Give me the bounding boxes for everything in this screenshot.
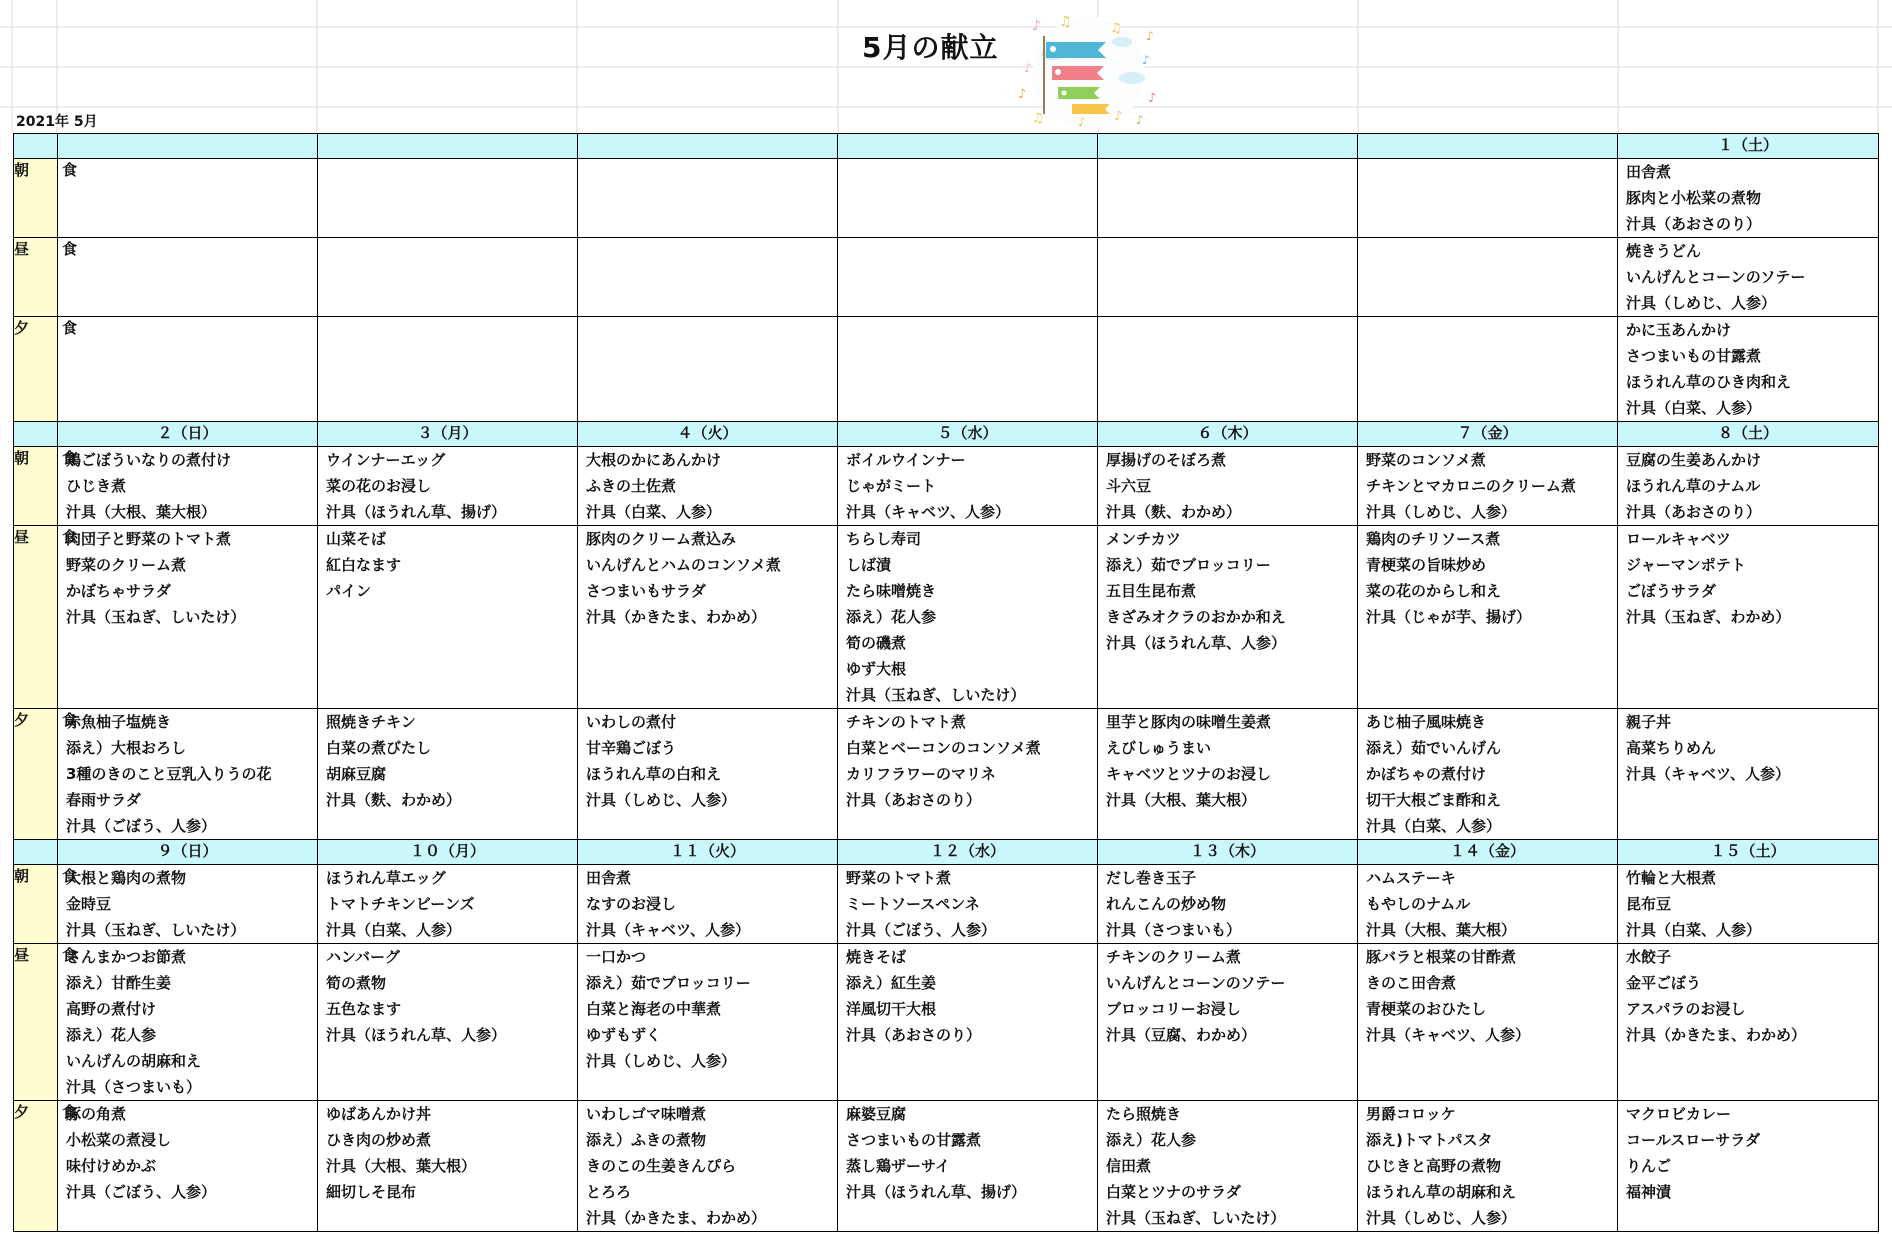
dish-item: 青梗菜のおひたし xyxy=(1366,1000,1487,1018)
svg-text:♪: ♪ xyxy=(1024,61,1032,75)
breakfast-row xyxy=(14,865,1879,944)
menu-cell[interactable] xyxy=(838,526,1098,709)
dish-item: マクロビカレー xyxy=(1626,1105,1732,1123)
menu-cell[interactable] xyxy=(58,159,318,238)
dish-item: 田舎煮 xyxy=(586,869,632,887)
dish-item: アスパラのお浸し xyxy=(1626,1000,1746,1018)
svg-text:♪: ♪ xyxy=(1114,109,1123,124)
meal-label-lunch: 昼 食 xyxy=(14,238,58,317)
dish-item: 汁具（しめじ、人参） xyxy=(586,1052,737,1070)
dish-item: チキンとマカロニのクリーム煮 xyxy=(1366,477,1576,495)
dish-item: 汁具（かきたま、わかめ） xyxy=(1626,1026,1807,1044)
day-header xyxy=(1098,134,1358,159)
meal-label-lunch: 昼 食 xyxy=(14,526,58,709)
menu-cell[interactable] xyxy=(1618,159,1879,238)
menu-cell[interactable] xyxy=(1098,238,1358,317)
svg-text:♫: ♫ xyxy=(1059,14,1072,30)
month-label: 2021年 5月 xyxy=(16,114,98,130)
dish-item: ゆばあんかけ丼 xyxy=(326,1105,432,1123)
day-header xyxy=(578,134,838,159)
dish-item: 汁具（あおさのり） xyxy=(1626,215,1762,233)
menu-cell[interactable] xyxy=(58,709,318,840)
dish-item: 味付けめかぶ xyxy=(66,1157,157,1175)
dish-item: 汁具（ごぼう、人参） xyxy=(846,921,997,939)
dish-item: 小松菜の煮浸し xyxy=(66,1131,172,1149)
dish-item: メンチカツ xyxy=(1106,530,1181,548)
meal-label-dinner: 夕 食 xyxy=(14,317,58,422)
dish-item: 水餃子 xyxy=(1626,948,1672,966)
dish-item: 汁具（しめじ、人参） xyxy=(1626,294,1777,312)
dish-item: しば漬 xyxy=(846,556,892,574)
dish-item: 添え）茹でブロッコリー xyxy=(586,974,751,992)
dish-item: 汁具（白菜、人参） xyxy=(326,921,462,939)
dish-item: 汁具（大根、葉大根） xyxy=(1366,921,1517,939)
dish-item: ゆず大根 xyxy=(846,660,907,678)
menu-cell[interactable] xyxy=(1098,865,1358,944)
svg-text:♪: ♪ xyxy=(1018,87,1027,102)
svg-text:♪: ♪ xyxy=(1146,29,1154,43)
dish-item: 赤魚柚子塩焼き xyxy=(66,713,172,731)
dish-item: いんげんの胡麻和え xyxy=(66,1052,202,1070)
dish-item: 汁具（ごぼう、人参） xyxy=(66,1183,217,1201)
dish-item: 汁具（白菜、人参） xyxy=(586,503,722,521)
dish-item: 汁具（ほうれん草、人参） xyxy=(1106,634,1287,652)
menu-cell[interactable] xyxy=(1618,238,1879,317)
dish-item: とろろ xyxy=(586,1183,632,1201)
dish-item: ふきの土佐煮 xyxy=(586,477,677,495)
dish-item: 菜の花のお浸し xyxy=(326,477,432,495)
dish-item: さつまいもサラダ xyxy=(586,582,706,600)
day-header: １（土） xyxy=(1618,134,1879,159)
dish-item: さつまいもの甘露煮 xyxy=(846,1131,982,1149)
menu-cell[interactable] xyxy=(838,159,1098,238)
dish-item: ほうれん草エッグ xyxy=(326,869,446,887)
header-corner-cell xyxy=(14,422,58,447)
dish-item: 田舎煮 xyxy=(1626,163,1672,181)
dish-item: 汁具（さつまいも） xyxy=(66,1078,202,1096)
menu-cell[interactable] xyxy=(1618,865,1879,944)
dish-item: いわしゴマ味噌煮 xyxy=(586,1105,707,1123)
menu-body xyxy=(14,134,1879,1232)
dish-item: ひき肉の炒め煮 xyxy=(326,1131,432,1149)
menu-cell[interactable] xyxy=(578,238,838,317)
dish-item: ゆずもずく xyxy=(586,1026,662,1044)
dish-item: 野菜のコンソメ煮 xyxy=(1366,451,1486,469)
breakfast-row xyxy=(14,159,1879,238)
day-header: １４（金） xyxy=(1358,840,1618,865)
menu-cell[interactable] xyxy=(838,709,1098,840)
breakfast-row xyxy=(14,447,1879,526)
dish-item: 汁具（大根、葉大根） xyxy=(326,1157,477,1175)
dish-item: 汁具（かきたま、わかめ） xyxy=(586,1209,767,1227)
dish-item: 汁具（麩、わかめ） xyxy=(326,791,462,809)
day-header: ２（日） xyxy=(58,422,318,447)
header-corner-cell xyxy=(14,840,58,865)
dinner-row xyxy=(14,1101,1879,1232)
menu-cell[interactable] xyxy=(1358,944,1618,1101)
menu-cell[interactable] xyxy=(578,709,838,840)
dish-item: チキンのトマト煮 xyxy=(846,713,966,731)
dish-item: 汁具（キャベツ、人参） xyxy=(846,503,1010,521)
svg-text:♪: ♪ xyxy=(1136,113,1144,127)
week-header-row xyxy=(14,840,1879,865)
dish-item: 汁具（ごぼう、人参） xyxy=(66,817,217,835)
menu-cell[interactable] xyxy=(318,944,578,1101)
dish-item: 男爵コロッケ xyxy=(1366,1105,1456,1123)
menu-cell[interactable] xyxy=(58,865,318,944)
dish-item: 汁具（大根、葉大根） xyxy=(1106,791,1257,809)
day-header: １３（木） xyxy=(1098,840,1358,865)
dish-item: 汁具（さつまいも） xyxy=(1106,921,1242,939)
menu-cell[interactable] xyxy=(838,865,1098,944)
menu-cell[interactable] xyxy=(1358,526,1618,709)
day-header: １０（月） xyxy=(318,840,578,865)
dish-item: 青梗菜の旨味炒め xyxy=(1366,556,1487,574)
dish-item: ほうれん草のナムル xyxy=(1626,477,1761,495)
dish-item: 高野の煮付け xyxy=(66,1000,157,1018)
menu-table xyxy=(13,133,1879,1232)
menu-cell[interactable] xyxy=(318,238,578,317)
dish-item: 福神漬 xyxy=(1626,1183,1672,1201)
dish-item: 汁具（キャベツ、人参） xyxy=(586,921,750,939)
dish-item: 鶏肉のチリソース煮 xyxy=(1366,530,1501,548)
svg-text:♫: ♫ xyxy=(1032,111,1044,126)
menu-cell[interactable] xyxy=(318,526,578,709)
dish-item: なすのお浸し xyxy=(586,895,677,913)
dish-item: カリフラワーのマリネ xyxy=(846,765,996,783)
dish-item: 汁具（玉ねぎ、しいたけ） xyxy=(1106,1209,1286,1227)
menu-cell[interactable] xyxy=(1358,1101,1618,1232)
dish-item: ロールキャベツ xyxy=(1626,530,1731,548)
day-header: ９（日） xyxy=(58,840,318,865)
dish-item: 白菜とツナのサラダ xyxy=(1106,1183,1241,1201)
dish-item: ハムステーキ xyxy=(1366,869,1456,887)
day-header: ３（月） xyxy=(318,422,578,447)
menu-cell[interactable] xyxy=(318,865,578,944)
dish-item: 野菜のクリーム煮 xyxy=(66,556,187,574)
dish-item: ハンバーグ xyxy=(326,948,400,966)
dish-item: だし巻き玉子 xyxy=(1106,869,1197,887)
menu-cell[interactable] xyxy=(838,1101,1098,1232)
dish-item: 汁具（ほうれん草、揚げ） xyxy=(846,1183,1027,1201)
dish-item: 白菜と海老の中華煮 xyxy=(586,1000,722,1018)
dish-item: 汁具（大根、葉大根） xyxy=(66,503,217,521)
menu-cell[interactable] xyxy=(838,944,1098,1101)
lunch-row xyxy=(14,526,1879,709)
dish-item: 厚揚げのそぼろ煮 xyxy=(1106,451,1227,469)
dish-item: 汁具（ほうれん草、人参） xyxy=(326,1026,507,1044)
week-header-row xyxy=(14,422,1879,447)
dish-item: 金平ごぼう xyxy=(1626,974,1702,992)
koinobori-illustration xyxy=(1014,14,1164,132)
dinner-row xyxy=(14,709,1879,840)
dish-item: パイン xyxy=(326,582,372,600)
dish-item: ひじき煮 xyxy=(66,477,127,495)
dish-item: トマトチキンビーンズ xyxy=(326,895,475,913)
dish-item: 添え）茹でいんげん xyxy=(1366,739,1502,757)
dish-item: 添え）ふきの煮物 xyxy=(586,1131,707,1149)
menu-cell[interactable] xyxy=(838,447,1098,526)
meal-label-breakfast: 朝 食 xyxy=(14,159,58,238)
dish-item: 菜の花のからし和え xyxy=(1366,582,1502,600)
day-header: ８（土） xyxy=(1618,422,1879,447)
lunch-row xyxy=(14,944,1879,1101)
dish-item: 汁具（キャベツ、人参） xyxy=(1366,1026,1530,1044)
dish-item: あじ柚子風味焼き xyxy=(1366,713,1487,731)
dish-item: 麻婆豆腐 xyxy=(846,1105,907,1123)
dish-item: ブロッコリーお浸し xyxy=(1106,1000,1241,1018)
dish-item: いんげんとコーンのソテー xyxy=(1106,974,1286,992)
dish-item: 汁具（しめじ、人参） xyxy=(1366,503,1517,521)
dish-item: いんげんとコーンのソテー xyxy=(1626,268,1806,286)
day-header: １２（水） xyxy=(838,840,1098,865)
menu-cell[interactable] xyxy=(318,709,578,840)
dish-item: かぼちゃサラダ xyxy=(66,582,171,600)
dish-item: 信田煮 xyxy=(1106,1157,1152,1175)
week-header-row xyxy=(14,134,1879,159)
dish-item: 汁具（あおさのり） xyxy=(1626,503,1762,521)
dish-item: れんこんの炒め物 xyxy=(1106,895,1227,913)
menu-cell[interactable] xyxy=(838,317,1098,422)
menu-cell[interactable] xyxy=(58,317,318,422)
dish-item: キャベツとツナのお浸し xyxy=(1106,765,1272,783)
dish-item: 添え）茹でブロッコリー xyxy=(1106,556,1271,574)
dish-item: 野菜のトマト煮 xyxy=(846,869,952,887)
dish-item: 肉団子と野菜のトマト煮 xyxy=(66,530,232,548)
dish-item: 添え）大根おろし xyxy=(66,739,187,757)
menu-cell[interactable] xyxy=(1098,159,1358,238)
menu-cell[interactable] xyxy=(578,526,838,709)
menu-cell[interactable] xyxy=(1618,944,1879,1101)
dish-item: ほうれん草の白和え xyxy=(586,765,722,783)
dish-item: 洋風切干大根 xyxy=(846,1000,937,1018)
dish-item: 添え）紅生姜 xyxy=(846,974,937,992)
dish-item: きのこ田舎煮 xyxy=(1366,974,1457,992)
menu-cell[interactable] xyxy=(318,159,578,238)
dish-item: 汁具（あおさのり） xyxy=(846,1026,982,1044)
dish-item: 白菜の煮びたし xyxy=(326,739,432,757)
dish-item: たら味噌焼き xyxy=(846,582,937,600)
lunch-row xyxy=(14,238,1879,317)
meal-label-dinner: 夕 食 xyxy=(14,1101,58,1232)
menu-cell[interactable] xyxy=(1358,447,1618,526)
day-header: １５（土） xyxy=(1618,840,1879,865)
menu-cell[interactable] xyxy=(578,159,838,238)
dish-item: 汁具（白菜、人参） xyxy=(1626,399,1762,417)
meal-label-breakfast: 朝 食 xyxy=(14,447,58,526)
menu-cell[interactable] xyxy=(578,944,838,1101)
menu-cell[interactable] xyxy=(58,944,318,1101)
dish-item: きざみオクラのおかか和え xyxy=(1106,608,1286,626)
dish-item: 汁具（あおさのり） xyxy=(846,791,982,809)
dish-item: 鶏ごぼういなりの煮付け xyxy=(66,451,232,469)
day-header xyxy=(58,134,318,159)
menu-cell[interactable] xyxy=(1358,865,1618,944)
dish-item: 汁具（玉ねぎ、しいたけ） xyxy=(66,608,246,626)
dish-item: たら照焼き xyxy=(1106,1105,1182,1123)
dish-item: 大根のかにあんかけ xyxy=(586,451,722,469)
dish-item: 3種のきのこと豆乳入りうの花 xyxy=(66,765,272,783)
menu-cell[interactable] xyxy=(1098,447,1358,526)
dish-item: かぼちゃの煮付け xyxy=(1366,765,1487,783)
dish-item: 添え）甘酢生姜 xyxy=(66,974,172,992)
dish-item: 白菜とベーコンのコンソメ煮 xyxy=(846,739,1041,757)
dish-item: 汁具（白菜、人参） xyxy=(1366,817,1502,835)
dish-item: 汁具（キャベツ、人参） xyxy=(1626,765,1790,783)
dish-item: 添え）花人参 xyxy=(1106,1131,1197,1149)
meal-label-lunch: 昼 食 xyxy=(14,944,58,1101)
menu-cell[interactable] xyxy=(1098,944,1358,1101)
dish-item: 添え）花人参 xyxy=(66,1026,157,1044)
dish-item: ウインナーエッグ xyxy=(326,451,446,469)
dish-item: 切干大根ごま酢和え xyxy=(1366,791,1502,809)
meal-label-dinner: 夕 食 xyxy=(14,709,58,840)
dish-item: 胡麻豆腐 xyxy=(326,765,387,783)
dish-item: 添え)トマトパスタ xyxy=(1366,1131,1493,1149)
menu-cell[interactable] xyxy=(318,1101,578,1232)
menu-cell[interactable] xyxy=(1618,317,1879,422)
menu-cell[interactable] xyxy=(1358,159,1618,238)
dish-item: 甘辛鶏ごぼう xyxy=(586,739,677,757)
page-title: 5月の献立 xyxy=(862,31,999,64)
dish-item: ミートソースペンネ xyxy=(846,895,980,913)
dish-item: 照焼きチキン xyxy=(326,713,416,731)
dish-item: ジャーマンポテト xyxy=(1626,556,1746,574)
menu-cell[interactable] xyxy=(1358,709,1618,840)
menu-cell[interactable] xyxy=(578,317,838,422)
menu-cell[interactable] xyxy=(58,447,318,526)
dish-item: 豚の角煮 xyxy=(66,1105,127,1123)
dish-item: 豚肉と小松菜の煮物 xyxy=(1626,189,1762,207)
dish-item: 一口かつ xyxy=(586,948,647,966)
dish-item: 汁具（白菜、人参） xyxy=(1626,921,1762,939)
dish-item: 竹輪と大根煮 xyxy=(1626,869,1717,887)
dish-item: 細切しそ昆布 xyxy=(326,1183,417,1201)
day-header xyxy=(1358,134,1618,159)
dish-item: りんご xyxy=(1626,1157,1672,1175)
dish-item: 添え）花人参 xyxy=(846,608,937,626)
dish-item: ボイルウインナー xyxy=(846,451,966,469)
dish-item: 高菜ちりめん xyxy=(1626,739,1717,757)
svg-text:♪: ♪ xyxy=(1148,91,1157,106)
svg-text:♪: ♪ xyxy=(1032,18,1041,34)
menu-cell[interactable] xyxy=(1098,709,1358,840)
dish-item: ほうれん草のひき肉和え xyxy=(1626,373,1792,391)
menu-cell[interactable] xyxy=(578,865,838,944)
dish-item: 筍の煮物 xyxy=(326,974,387,992)
day-header: ６（木） xyxy=(1098,422,1358,447)
day-header: ５（水） xyxy=(838,422,1098,447)
svg-text:♪: ♪ xyxy=(1142,53,1150,67)
dish-item: 筍の磯煮 xyxy=(846,634,907,652)
dish-item: 里芋と豚肉の味噌生姜煮 xyxy=(1106,713,1272,731)
menu-cell[interactable] xyxy=(58,526,318,709)
menu-cell[interactable] xyxy=(1098,526,1358,709)
dish-item: もやしのナムル xyxy=(1366,895,1471,913)
dish-item: 豚バラと根菜の甘酢煮 xyxy=(1366,948,1517,966)
dish-item: かに玉あんかけ xyxy=(1626,321,1732,339)
dish-item: 春雨サラダ xyxy=(66,791,141,809)
menu-cell[interactable] xyxy=(1618,447,1879,526)
dish-item: 汁具（玉ねぎ、わかめ） xyxy=(1626,608,1791,626)
menu-cell[interactable] xyxy=(58,238,318,317)
dish-item: ひじきと高野の煮物 xyxy=(1366,1157,1502,1175)
dish-item: コールスローサラダ xyxy=(1626,1131,1761,1149)
dish-item: ちらし寿司 xyxy=(846,530,922,548)
dish-item: 金時豆 xyxy=(66,895,112,913)
dish-item: えびしゅうまい xyxy=(1106,739,1212,757)
menu-cell[interactable] xyxy=(1618,526,1879,709)
day-header: ４（火） xyxy=(578,422,838,447)
dish-item: 汁具（豆腐、わかめ） xyxy=(1106,1026,1257,1044)
dish-item: さんまかつお節煮 xyxy=(66,948,187,966)
dish-item: 焼きうどん xyxy=(1626,242,1702,260)
dish-item: 豚肉のクリーム煮込み xyxy=(586,530,737,548)
menu-cell[interactable] xyxy=(1618,1101,1879,1232)
dish-item: ほうれん草の胡麻和え xyxy=(1366,1183,1517,1201)
menu-cell[interactable] xyxy=(1358,238,1618,317)
dish-item: 親子丼 xyxy=(1626,713,1672,731)
svg-text:♪: ♪ xyxy=(1078,115,1086,129)
dish-item: 昆布豆 xyxy=(1626,895,1672,913)
meal-label-breakfast: 朝 食 xyxy=(14,865,58,944)
dish-item: 五色なます xyxy=(326,1000,402,1018)
dish-item: 汁具（しめじ、人参） xyxy=(1366,1209,1517,1227)
dish-item: いわしの煮付 xyxy=(586,713,677,731)
dish-item: ごぼうサラダ xyxy=(1626,582,1716,600)
dish-item: 汁具（玉ねぎ、しいたけ） xyxy=(66,921,246,939)
menu-cell[interactable] xyxy=(1618,709,1879,840)
dish-item: 豆腐の生姜あんかけ xyxy=(1626,451,1762,469)
dish-item: 五目生昆布煮 xyxy=(1106,582,1197,600)
menu-cell[interactable] xyxy=(58,1101,318,1232)
dish-item: 焼きそば xyxy=(846,948,907,966)
dish-item: 汁具（じゃが芋、揚げ） xyxy=(1366,608,1532,626)
menu-cell[interactable] xyxy=(578,1101,838,1232)
dish-item: 汁具（ほうれん草、揚げ） xyxy=(326,503,507,521)
dish-item: いんげんとハムのコンソメ煮 xyxy=(586,556,781,574)
menu-cell[interactable] xyxy=(578,447,838,526)
dish-item: 斗六豆 xyxy=(1106,477,1152,495)
menu-cell[interactable] xyxy=(318,317,578,422)
day-header: １１（火） xyxy=(578,840,838,865)
dinner-row xyxy=(14,317,1879,422)
dish-item: チキンのクリーム煮 xyxy=(1106,948,1241,966)
dish-item: 汁具（しめじ、人参） xyxy=(586,791,737,809)
dish-item: 汁具（かきたま、わかめ） xyxy=(586,608,767,626)
dish-item: 山菜そば xyxy=(326,530,387,548)
dish-item: 汁具（麩、わかめ） xyxy=(1106,503,1242,521)
menu-cell[interactable] xyxy=(1098,1101,1358,1232)
menu-cell[interactable] xyxy=(838,238,1098,317)
menu-cell[interactable] xyxy=(318,447,578,526)
day-header xyxy=(318,134,578,159)
dish-item: 大根と鶏肉の煮物 xyxy=(66,869,187,887)
dish-item: さつまいもの甘露煮 xyxy=(1626,347,1762,365)
svg-text:♫: ♫ xyxy=(1110,21,1122,36)
dish-item: 蒸し鶏ザーサイ xyxy=(846,1157,950,1175)
dish-item: 汁具（玉ねぎ、しいたけ） xyxy=(846,686,1026,704)
day-header: ７（金） xyxy=(1358,422,1618,447)
dish-item: じゃがミート xyxy=(846,477,937,495)
day-header xyxy=(838,134,1098,159)
header-corner-cell xyxy=(14,134,58,159)
menu-cell[interactable] xyxy=(1098,317,1358,422)
menu-cell[interactable] xyxy=(1358,317,1618,422)
dish-item: きのこの生姜きんぴら xyxy=(586,1157,737,1175)
dish-item: 紅白なます xyxy=(326,556,402,574)
